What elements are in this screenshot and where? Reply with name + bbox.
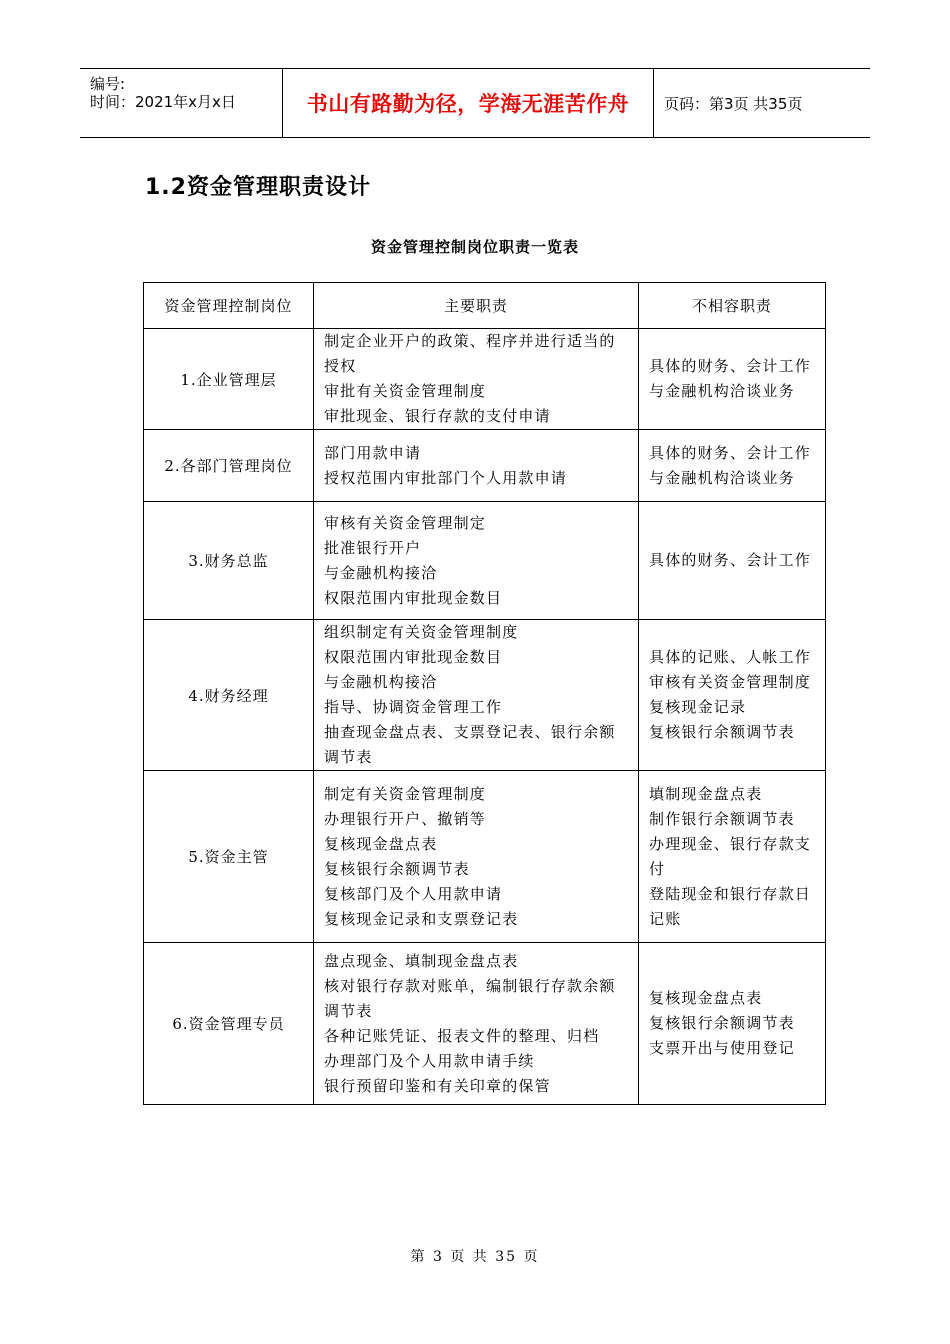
duty-line: 具体的财务、会计工作 [649,551,812,569]
duty-line: 复核现金盘点表 [324,834,438,853]
duty-line: 核对银行存款对账单，编制银行存款余额 [324,976,616,995]
table-caption: 资金管理控制岗位职责一览表 [370,238,579,256]
main-duties-cell [314,430,639,502]
duty-line: 办理部门及个人用款申请手续 [324,1051,535,1070]
duty-line: 具体的财务、会计工作 [649,443,812,462]
header-incompatible-duties: 不相容职责 [639,283,826,329]
duty-line: 付 [649,859,666,878]
incompatible-duties-cell [639,329,826,430]
header-position: 资金管理控制岗位 [144,283,314,329]
header-motto-cell [283,69,654,137]
position-cell: 2.各部门管理岗位 [144,430,314,502]
duty-line: 复核银行余额调节表 [324,859,470,878]
incompatible-duties-cell [639,943,826,1105]
incompatible-duties-cell [639,620,826,771]
header-motto: 书山有路勤为径，学海无涯苦作舟 [306,92,630,116]
duty-line: 审批现金、银行存款的支付申请 [324,407,551,425]
incompatible-duties-cell [639,430,826,502]
duty-line: 办理银行开户、撤销等 [324,809,487,828]
header-main-duties: 主要职责 [314,283,639,329]
table-row [144,620,826,771]
table-row [144,502,826,620]
duty-line: 调节表 [324,1001,373,1020]
header-page-info: 页码：第3页 共35页 [664,94,803,113]
duty-line: 记账 [649,909,682,928]
document-header [80,68,870,138]
duty-line: 复核现金记录和支票登记表 [324,909,519,928]
table-row [144,430,826,502]
position-cell: 5.资金主管 [144,771,314,943]
duty-line: 抽查现金盘点表、支票登记表、银行余额 [324,723,616,741]
duty-line: 授权范围内审批部门个人用款申请 [324,468,568,487]
duty-line: 审批有关资金管理制度 [324,382,487,400]
duty-line: 权限范围内审批现金数目 [324,588,503,607]
duty-line: 复核部门及个人用款申请 [324,884,503,903]
duty-line: 各种记账凭证、报表文件的整理、归档 [324,1026,600,1045]
duty-line: 具体的财务、会计工作 [649,357,812,375]
position-cell: 3.财务总监 [144,502,314,620]
table-row [144,943,826,1105]
section-title: 1.2资金管理职责设计 [145,175,371,200]
main-duties-cell [314,943,639,1105]
duty-line: 审核有关资金管理制定 [324,513,487,532]
duty-line: 复核银行余额调节表 [649,1014,795,1032]
duty-line: 调节表 [324,748,373,766]
duty-table [143,282,826,1105]
duty-line: 复核现金盘点表 [649,989,763,1007]
duty-line: 制定有关资金管理制度 [324,784,487,803]
number-label: 编号: [90,75,126,93]
duty-line: 部门用款申请 [324,443,422,462]
time-label: 时间：2021年x月x日 [90,93,236,111]
incompatible-duties-cell [639,502,826,620]
duty-line: 批准银行开户 [324,538,422,557]
duty-line: 与金融机构接洽 [324,673,438,691]
duty-line: 与金融机构洽谈业务 [649,468,795,487]
header-meta [80,69,283,137]
main-duties-cell [314,620,639,771]
position-cell: 1.企业管理层 [144,329,314,430]
main-duties-cell [314,771,639,943]
duty-line: 审核有关资金管理制度 [649,673,812,691]
duty-line: 权限范围内审批现金数目 [324,648,503,666]
header-page-cell [654,69,870,137]
incompatible-duties-cell [639,771,826,943]
table-header-row [144,283,826,329]
duty-line: 填制现金盘点表 [649,784,763,803]
duty-line: 复核银行余额调节表 [649,723,795,741]
duty-line: 与金融机构洽谈业务 [649,382,795,400]
table-row [144,771,826,943]
duty-line: 制定企业开户的政策、程序并进行适当的 [324,332,616,350]
position-cell: 4.财务经理 [144,620,314,771]
duty-line: 登陆现金和银行存款日 [649,884,812,903]
position-cell: 6.资金管理专员 [144,943,314,1105]
page-footer: 第 3 页 共 35 页 [410,1249,540,1265]
main-duties-cell [314,502,639,620]
duty-line: 组织制定有关资金管理制度 [324,623,519,641]
duty-line: 支票开出与使用登记 [649,1039,795,1057]
duty-line: 授权 [324,357,357,375]
table-row [144,329,826,430]
duty-line: 制作银行余额调节表 [649,809,795,828]
duty-line: 盘点现金、填制现金盘点表 [324,951,519,970]
main-duties-cell [314,329,639,430]
duty-line: 办理现金、银行存款支 [649,834,812,853]
duty-line: 指导、协调资金管理工作 [324,698,503,716]
duty-line: 复核现金记录 [649,698,747,716]
duty-line: 银行预留印鉴和有关印章的保管 [324,1076,551,1095]
duty-line: 与金融机构接洽 [324,563,438,582]
duty-line: 具体的记账、人帐工作 [649,648,812,666]
